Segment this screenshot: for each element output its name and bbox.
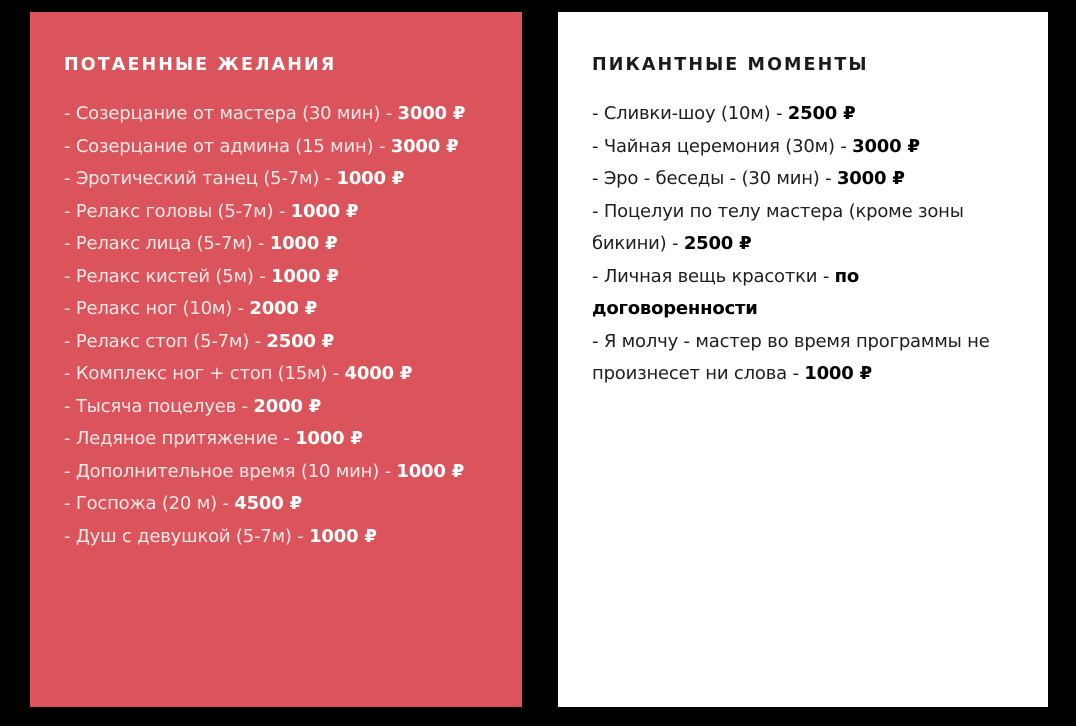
item-price: 3000 ₽: [852, 135, 920, 157]
item-price: 1000 ₽: [309, 525, 377, 547]
item-description: - Госпожа (20 м) -: [64, 493, 235, 514]
list-item: [64, 228, 488, 261]
item-price: 1000 ₽: [271, 265, 339, 287]
item-description: - Эротический танец (5-7м) -: [64, 168, 337, 189]
list-item: [64, 521, 488, 554]
item-description: - Эро - беседы - (30 мин) -: [592, 168, 837, 189]
item-description: - Поцелуи по телу мастера (кроме зоны бикини) -: [592, 200, 964, 254]
list-item: [592, 261, 1014, 326]
list-item: [64, 163, 488, 196]
list-item: [592, 196, 1014, 261]
item-description: - Релакс кистей (5м) -: [64, 265, 272, 287]
list-item: [592, 131, 1014, 164]
item-description: - Чайная церемония (30м) -: [592, 135, 853, 157]
item-description: - Душ с девушкой (5-7м) -: [64, 525, 310, 547]
item-description: - Ледяное притяжение -: [64, 428, 296, 449]
item-price: 3000 ₽: [836, 168, 905, 189]
item-description: - Созерцание от мастера (30 мин) -: [64, 103, 398, 124]
item-description: - Личная вещь красотки -: [592, 265, 835, 287]
list-item: [64, 456, 488, 489]
list-item: [64, 98, 488, 131]
item-price: 1000 ₽: [336, 168, 405, 189]
item-price: 2000 ₽: [253, 395, 322, 417]
item-description: - Тысяча поцелуев -: [64, 395, 254, 417]
list-item: [64, 261, 488, 294]
list-item: [64, 293, 488, 326]
item-price: 2500 ₽: [787, 103, 856, 124]
list-item: [64, 423, 488, 456]
item-price: 1000 ₽: [269, 233, 338, 254]
item-description: - Комплекс ног + стоп (15м) -: [64, 363, 345, 384]
item-price: 2500 ₽: [683, 233, 752, 254]
hidden-desires-title: ПОТАЕННЫЕ ЖЕЛАНИЯ: [64, 55, 337, 75]
item-price: по договоренности: [592, 265, 860, 319]
item-price: 3000 ₽: [397, 103, 466, 124]
list-item: [64, 358, 488, 391]
item-description: - Сливки-шоу (10м) -: [592, 103, 788, 124]
item-description: - Я молчу - мастер во время программы не произнесет ни слова -: [592, 330, 990, 384]
list-item: [592, 326, 1014, 391]
item-description: - Созерцание от админа (15 мин) -: [64, 135, 391, 157]
spicy-moments-title: ПИКАНТНЫЕ МОМЕНТЫ: [592, 55, 869, 75]
item-description: - Релакс ног (10м) -: [64, 298, 250, 319]
list-item: [592, 163, 1014, 196]
list-item: [592, 98, 1014, 131]
item-price: 1000 ₽: [804, 363, 872, 384]
item-price: 2500 ₽: [266, 330, 335, 352]
item-price: 1000 ₽: [396, 460, 465, 482]
list-item: [64, 326, 488, 359]
item-price: 1000 ₽: [295, 428, 363, 449]
list-item: [64, 196, 488, 229]
hidden-desires-card: [30, 12, 522, 707]
item-price: 4000 ₽: [344, 363, 413, 384]
item-description: - Релакс лица (5-7м) -: [64, 233, 270, 254]
item-price: 3000 ₽: [390, 135, 459, 157]
list-item: [64, 391, 488, 424]
list-item: [64, 131, 488, 164]
item-description: - Релакс стоп (5-7м) -: [64, 330, 267, 352]
item-price: 1000 ₽: [290, 200, 359, 222]
item-price: 4500 ₽: [234, 493, 302, 514]
spicy-moments-list: [592, 98, 1014, 391]
hidden-desires-list: [64, 98, 488, 553]
item-description: - Релакс головы (5-7м) -: [64, 200, 291, 222]
spicy-moments-card: [558, 12, 1048, 707]
item-price: 2000 ₽: [249, 298, 318, 319]
item-description: - Дополнительное время (10 мин) -: [64, 460, 397, 482]
list-item: [64, 488, 488, 521]
